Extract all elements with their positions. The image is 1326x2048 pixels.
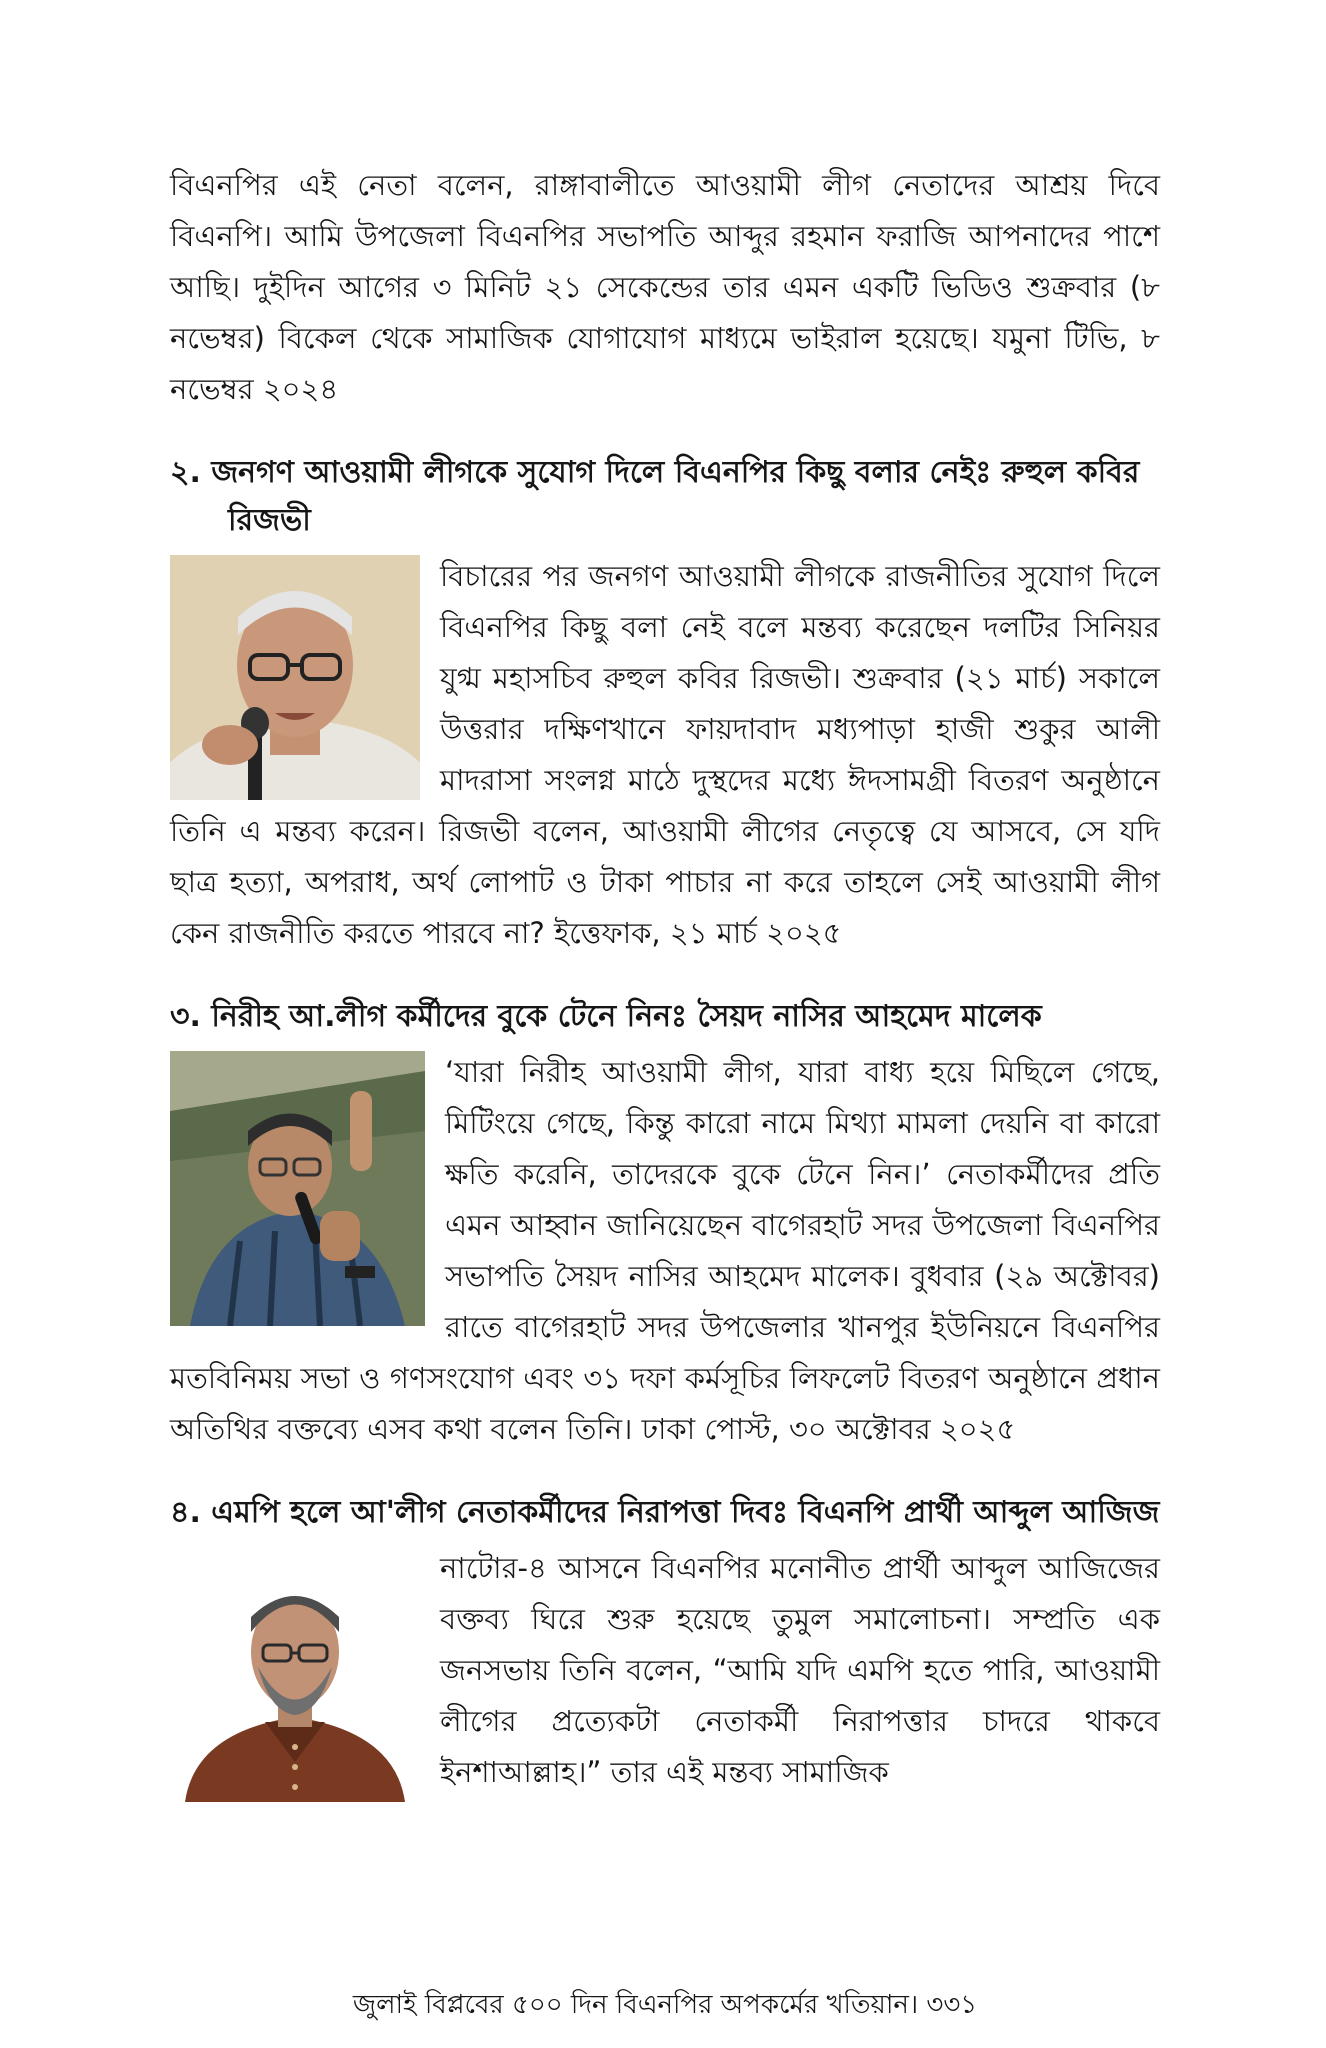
page-footer: জুলাই বিপ্লবের ৫০০ দিন বিএনপির অপকর্মের খতিয়ান। ৩৩১	[352, 1990, 978, 2020]
intro-paragraph: বিএনপির এই নেতা বলেন, রাঙ্গাবালীতে আওয়ামী লীগ নেতাদের আশ্রয় দিবে বিএনপি। আমি উপজেলা বিএনপির সভাপতি আব্দুর রহমান ফরাজি আপনাদের পাশে আছি। দুইদিন আগের ৩ মিনিট ২১ সেকেন্ডের তার এমন একটি ভিডিও শুক্রবার (৮ নভেম্বর) বিকেল থেকে সামাজিক যোগাযোগ মাধ্যমে ভাইরাল হয়েছে। যমুনা টিভি, ৮ নভেম্বর ২০২৪	[170, 168, 1160, 406]
section-4-paragraph: নাটোর-৪ আসনে বিএনপির মনোনীত প্রার্থী আব্দুল আজিজের বক্তব্য ঘিরে শুরু হয়েছে তুমুল সমালোচনা। সম্প্রতি এক জনসভায় তিনি বলেন, “আমি যদি এমপি হতে পারি, আওয়ামী লীগের প্রত্যেকটা নেতাকর্মী নিরাপত্তার চাদরে থাকবে ইনশাআল্লাহ।” তার এই মন্তব্য সামাজিক	[440, 1551, 1160, 1789]
page-content	[170, 160, 1160, 1838]
section-2-paragraph: বিচারের পর জনগণ আওয়ামী লীগকে রাজনীতির সুযোগ দিলে বিএনপির কিছু বলা নেই বলে মন্তব্য করেছেন দলটির সিনিয়র যুগ্ম মহাসচিব রুহুল কবির রিজভী। শুক্রবার (২১ মার্চ) সকালে উত্তরার দক্ষিণখানে ফায়দাবাদ মধ্যপাড়া হাজী শুকুর আলী মাদরাসা সংলগ্ন মাঠে দুস্থদের মধ্যে ঈদসামগ্রী বিতরণ অনুষ্ঠানে তিনি এ মন্তব্য করেন। রিজভী বলেন, আওয়ামী লীগের নেতৃত্বে যে আসবে, সে যদি ছাত্র হত্যা, অপরাধ, অর্থ লোপাট ও টাকা পাচার না করে তাহলে সেই আওয়ামী লীগ কেন রাজনীতি করতে পারবে না? ইত্তেফাক, ২১ মার্চ ২০২৫	[170, 559, 1160, 950]
section-2-heading: ২. জনগণ আওয়ামী লীগকে সুযোগ দিলে বিএনপির কিছু বলার নেইঃ রুহুল কবির রিজভী	[170, 455, 1140, 538]
section-3	[170, 993, 1160, 1455]
section-4-heading: ৪. এমপি হলে আ'লীগ নেতাকর্মীদের নিরাপত্তা দিবঃ বিএনপি প্রার্থী আব্দুল আজিজ	[170, 1495, 1160, 1530]
aziz-photo	[170, 1547, 420, 1802]
section-2	[170, 449, 1160, 959]
section-4	[170, 1489, 1160, 1804]
intro-block	[170, 160, 1160, 415]
malek-photo	[170, 1051, 425, 1326]
rizvi-photo	[170, 555, 420, 800]
section-3-heading: ৩. নিরীহ আ.লীগ কর্মীদের বুকে টেনে নিনঃ সৈয়দ নাসির আহমেদ মালেক	[170, 999, 1042, 1034]
section-3-paragraph: ‘যারা নিরীহ আওয়ামী লীগ, যারা বাধ্য হয়ে মিছিলে গেছে, মিটিংয়ে গেছে, কিন্তু কারো নামে মিথ্যা মামলা দেয়নি বা কারো ক্ষতি করেনি, তাদেরকে বুকে টেনে নিন।’ নেতাকর্মীদের প্রতি এমন আহ্বান জানিয়েছেন বাগেরহাট সদর উপজেলা বিএনপির সভাপতি সৈয়দ নাসির আহমেদ মালেক। বুধবার (২৯ অক্টোবর) রাতে বাগেরহাট সদর উপজেলার খানপুর ইউনিয়নে বিএনপির মতবিনিময় সভা ও গণসংযোগ এবং ৩১ দফা কর্মসূচির লিফলেট বিতরণ অনুষ্ঠানে প্রধান অতিথির বক্তব্যে এসব কথা বলেন তিনি। ঢাকা পোস্ট, ৩০ অক্টোবর ২০২৫	[170, 1055, 1160, 1446]
